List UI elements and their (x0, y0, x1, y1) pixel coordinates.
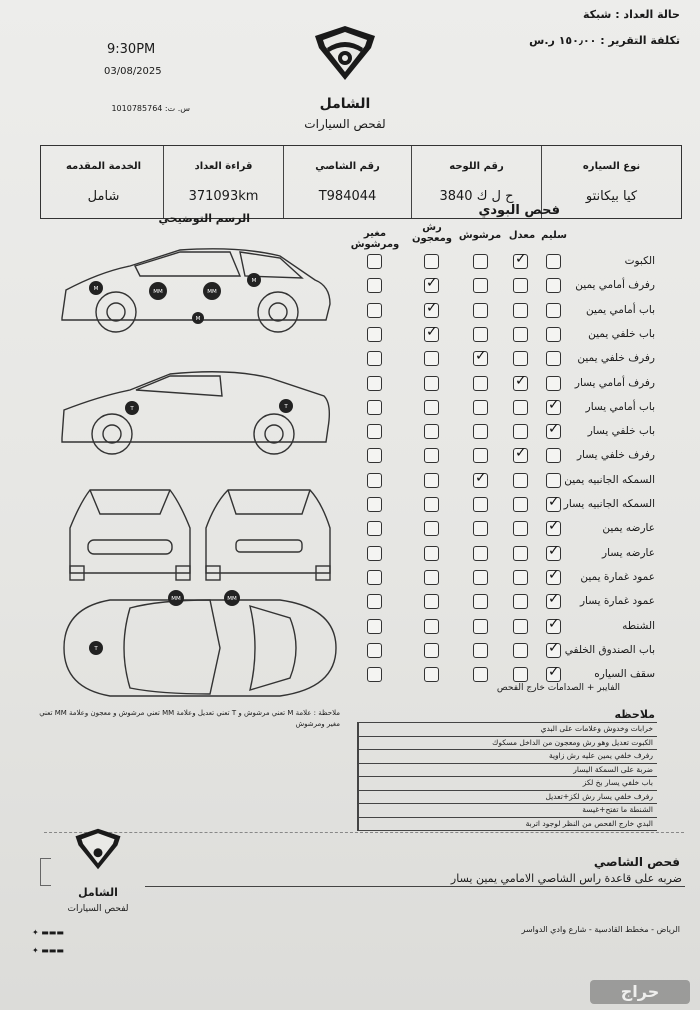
part-name: عمود غمارة يسار (579, 595, 655, 608)
checkbox-col-1[interactable] (513, 497, 528, 512)
checkbox-col-4[interactable] (367, 521, 382, 536)
note-rule (357, 830, 657, 831)
checkbox-col-0[interactable] (546, 448, 561, 463)
logo-emblem-icon (305, 18, 385, 88)
check-row (355, 446, 655, 468)
plate-label: رقم اللوحه (449, 160, 504, 172)
note-line: رفرف خلفي يسار رش لكز+تعديل (545, 791, 653, 801)
part-name: باب الصندوق الخلفي (564, 643, 655, 656)
body-check-footnote: الفايبر + الصدامات خارج الفحص (496, 683, 620, 693)
checkbox-col-2[interactable] (473, 424, 488, 439)
checkbox-col-1[interactable] (513, 424, 528, 439)
checkbox-col-4[interactable] (367, 303, 382, 318)
check-row (355, 349, 655, 371)
note-rule (357, 763, 657, 764)
part-name: رفرف خلفي يمين (577, 352, 655, 365)
checkmark-icon: ✓ (426, 299, 438, 316)
diagram-title: الرسم التوضيحي (158, 212, 250, 225)
checkbox-col-4[interactable] (367, 594, 382, 609)
part-name: سقف السياره (594, 668, 655, 681)
footer-logo (68, 822, 128, 880)
checkmark-icon: ✓ (548, 664, 560, 681)
part-name: السمكه الجانبيه يسار (563, 498, 655, 510)
chassis-value: T984044 (318, 188, 377, 204)
checkbox-col-3[interactable] (424, 570, 439, 585)
checkmark-icon: ✓ (548, 518, 560, 535)
part-name: السمكه الجانبيه يمين (564, 473, 655, 486)
check-row (355, 519, 655, 541)
checkbox-col-3[interactable] (424, 275, 439, 293)
checkbox-col-2[interactable] (473, 469, 488, 488)
tag-m: M (93, 286, 99, 292)
footer-address: الرياض - مخطط القادسية - شارع وادي الدواسر (521, 925, 680, 934)
checkbox-col-0[interactable] (546, 664, 561, 682)
checkbox-col-4[interactable] (367, 570, 382, 585)
chassis-line (145, 886, 685, 887)
checkmark-icon: ✓ (548, 566, 560, 583)
odometer-cell (163, 146, 283, 218)
checkbox-col-3[interactable] (424, 424, 439, 439)
checkbox-col-1[interactable] (513, 473, 528, 488)
checkbox-col-0[interactable] (546, 566, 561, 585)
company-logo (305, 18, 385, 92)
checkbox-col-3[interactable] (424, 254, 439, 269)
checkbox-col-2[interactable] (473, 619, 488, 634)
chassis-label: رقم الشاصي (315, 160, 380, 172)
vehicle-info-table (40, 145, 682, 219)
checkbox-col-1[interactable] (513, 372, 528, 391)
checkbox-col-2[interactable] (473, 254, 488, 269)
checkbox-col-0[interactable] (546, 254, 561, 269)
checkbox-col-2[interactable] (473, 278, 488, 293)
cr-number: س. ت: 1010785764 (111, 104, 190, 113)
checkbox-col-3[interactable] (424, 400, 439, 415)
checkbox-col-1[interactable] (513, 445, 528, 463)
checkbox-col-4[interactable] (367, 546, 382, 561)
checkbox-col-2[interactable] (473, 667, 488, 682)
checkmark-icon: ✓ (548, 639, 560, 656)
checkbox-col-4[interactable] (367, 327, 382, 342)
checkbox-col-2[interactable] (473, 570, 488, 585)
checkbox-col-1[interactable] (513, 643, 528, 658)
checkbox-col-0[interactable] (546, 303, 561, 318)
chassis-check-title: فحص الشاصي (593, 855, 680, 869)
col-header-painted: مرشوش (458, 230, 502, 241)
report-date: 03/08/2025 (104, 66, 162, 77)
report-time: 9:30PM (107, 42, 156, 57)
checkbox-col-2[interactable] (473, 497, 488, 512)
checkbox-col-2[interactable] (473, 594, 488, 609)
car-type-cell (541, 146, 681, 218)
check-row (355, 544, 655, 566)
twitter-icon: ✦ ▬▬▬ (32, 928, 64, 937)
checkbox-col-3[interactable] (424, 497, 439, 512)
footer-logo-name: الشامل (78, 886, 118, 899)
checkmark-icon: ✓ (548, 494, 560, 510)
checkbox-col-4[interactable] (367, 424, 382, 439)
part-name: رفرف أمامي يسار (574, 376, 655, 389)
checkbox-col-1[interactable] (513, 400, 528, 415)
checkbox-col-0[interactable] (546, 518, 561, 536)
checkbox-col-3[interactable] (424, 643, 439, 658)
checkmark-icon: ✓ (515, 251, 527, 267)
checkbox-col-2[interactable] (473, 303, 488, 318)
checkbox-col-2[interactable] (473, 521, 488, 536)
note-line: الشنطة ما تفتح+غيسة (582, 805, 653, 814)
checkbox-col-4[interactable] (367, 351, 382, 366)
checkbox-col-4[interactable] (367, 667, 382, 682)
checkbox-col-3[interactable] (424, 667, 439, 682)
bracket (40, 858, 51, 886)
part-name: الشنطه (622, 619, 655, 632)
notes-title: ملاحظه (614, 708, 655, 721)
checkbox-col-3[interactable] (424, 619, 439, 634)
check-row (355, 325, 655, 347)
part-name: عارضه يسار (602, 546, 655, 559)
note-rule (357, 749, 657, 750)
note-rule (357, 817, 657, 818)
checkbox-col-4[interactable] (367, 643, 382, 658)
checkbox-col-3[interactable] (424, 376, 439, 391)
check-row (355, 641, 655, 663)
note-line: باب خلفي يسار بخ لكز (582, 778, 653, 787)
checkbox-col-4[interactable] (367, 619, 382, 634)
tag-t: T (94, 646, 98, 652)
chassis-check-text: ضربه على قاعدة راس الشاصي الامامي يمين يسار (450, 872, 682, 885)
part-name: عمود غمارة يمين (580, 570, 655, 583)
checkbox-col-3[interactable] (424, 351, 439, 366)
report-cost: تكلفة التقرير : ١٥٠٫٠٠ ر.س (529, 34, 680, 47)
checkbox-col-0[interactable] (546, 376, 561, 391)
note-line: ضربة على السمكة اليسار (573, 764, 653, 774)
checkbox-col-1[interactable] (513, 521, 528, 536)
note-line: رفرف خلفي يمين عليه رش زاوية (548, 751, 653, 760)
part-name: باب أمامي يمين (586, 303, 655, 316)
note-line: الكبوت تعديل وهو رش ومعجون من الداخل مسكوك (492, 737, 653, 747)
checkbox-col-0[interactable] (546, 278, 561, 293)
check-row (355, 471, 655, 493)
checkmark-icon: ✓ (475, 348, 487, 365)
checkbox-col-4[interactable] (367, 400, 382, 415)
diagram-legend: ملاحظة : علامة M تعني مرشوش و T تعني تعديل وعلامة MM تعني مرشوش و معجون وعلامة MM تعني مغير ومرشوش (39, 709, 340, 728)
part-name: باب أمامي يسار (585, 400, 655, 413)
checkbox-col-0[interactable] (546, 396, 561, 415)
checkmark-icon: ✓ (515, 445, 527, 462)
checkmark-icon: ✓ (515, 372, 527, 389)
check-row (355, 495, 655, 517)
odometer-label: قراءة العداد (194, 160, 253, 172)
col-header-paint-putty: رش ومعجون (411, 222, 453, 244)
tag-mm: MM (171, 596, 181, 602)
checkbox-col-1[interactable] (513, 667, 528, 682)
checkbox-col-4[interactable] (367, 497, 382, 512)
checkbox-col-0[interactable] (546, 615, 561, 634)
checkbox-col-2[interactable] (473, 376, 488, 391)
col-header-intact: سليم (541, 230, 567, 241)
note-rule (357, 776, 657, 777)
check-row (355, 592, 655, 614)
checkbox-col-3[interactable] (424, 473, 439, 488)
body-check-title: فحص البودي (478, 203, 560, 218)
checkbox-col-0[interactable] (546, 351, 561, 366)
part-name: رفرف خلفي يسار (576, 449, 655, 462)
checkbox-col-2[interactable] (473, 448, 488, 463)
checkbox-col-2[interactable] (473, 400, 488, 415)
service-cell (44, 146, 163, 218)
tag-mm: MM (207, 289, 217, 295)
checkbox-col-2[interactable] (473, 546, 488, 561)
checkmark-icon: ✓ (426, 275, 438, 292)
note-rule (357, 736, 657, 737)
checkmark-icon: ✓ (548, 421, 560, 438)
note-line: البدي خارج الفحص من النظر لوجود اتربة (525, 818, 653, 828)
logo-name: الشامل (319, 96, 371, 112)
checkbox-col-1[interactable] (513, 327, 528, 342)
note-line: خرابات وخدوش وعلامات على البدي (540, 724, 653, 733)
service-value: شامل (87, 188, 120, 204)
checkmark-icon: ✓ (548, 615, 560, 632)
tag-mm: MM (153, 289, 163, 295)
damage-tags (89, 273, 293, 655)
checkbox-col-4[interactable] (367, 448, 382, 463)
tag-t: T (130, 406, 134, 412)
checkbox-col-3[interactable] (424, 323, 439, 342)
part-name: عارضه يمين (602, 522, 655, 535)
checkmark-icon: ✓ (548, 396, 560, 413)
logo-subtitle: لفحص السيارات (304, 117, 386, 131)
checkbox-col-0[interactable] (546, 591, 561, 609)
checkbox-col-0[interactable] (546, 327, 561, 342)
part-name: باب خلفي يمين (588, 327, 655, 340)
checkbox-col-3[interactable] (424, 594, 439, 609)
odometer-value: 371093km (188, 188, 259, 204)
checkbox-col-1[interactable] (513, 594, 528, 609)
car-type-value: كيا بيكانتو (585, 188, 638, 204)
tag-m: M (251, 278, 257, 284)
checkbox-col-4[interactable] (367, 376, 382, 391)
checkmark-icon: ✓ (475, 469, 487, 486)
check-row (355, 398, 655, 420)
checkbox-col-1[interactable] (513, 619, 528, 634)
check-row (355, 422, 655, 444)
check-row (355, 374, 655, 396)
checkbox-col-3[interactable] (424, 448, 439, 463)
note-rule (357, 803, 657, 804)
checkbox-col-4[interactable] (367, 254, 382, 269)
part-name: الكبوت (624, 255, 655, 267)
tag-m: M (195, 316, 201, 322)
checkbox-col-3[interactable] (424, 546, 439, 561)
meter-status: حالة العداد : شبكة (582, 8, 680, 21)
part-name: باب خلفي يسار (587, 425, 655, 438)
check-row (355, 301, 655, 323)
car-type-label: نوع السياره (582, 160, 641, 172)
checkbox-col-1[interactable] (513, 303, 528, 318)
checkbox-col-1[interactable] (513, 570, 528, 585)
note-rule (357, 722, 657, 723)
checkbox-col-0[interactable] (546, 494, 561, 512)
service-label: الخدمة المقدمه (65, 160, 142, 172)
chassis-cell (283, 146, 411, 218)
col-header-replaced: مغير ومرشوش (350, 228, 400, 250)
checkbox-col-2[interactable] (473, 327, 488, 342)
checkbox-col-0[interactable] (546, 542, 561, 561)
snapchat-icon: ✦ ▬▬▬ (32, 946, 64, 955)
col-header-modified: معدل (508, 230, 536, 241)
logo-emblem-icon (68, 822, 128, 876)
checkbox-col-3[interactable] (424, 299, 439, 318)
checkmark-icon: ✓ (548, 542, 560, 559)
checkbox-col-0[interactable] (546, 639, 561, 658)
part-name: رفرف أمامي يمين (575, 279, 655, 292)
check-row (355, 252, 655, 274)
plate-value: ح ل ك 3840 (439, 188, 514, 204)
checkbox-col-1[interactable] (513, 546, 528, 561)
checkbox-col-4[interactable] (367, 473, 382, 488)
checkbox-col-0[interactable] (546, 473, 561, 488)
checkmark-icon: ✓ (426, 323, 438, 340)
check-row (355, 617, 655, 639)
checkbox-col-1[interactable] (513, 251, 528, 269)
footer-logo-subtitle: لفحص السيارات (67, 904, 129, 914)
divider (44, 832, 684, 833)
car-diagram (40, 228, 340, 708)
checkbox-col-0[interactable] (546, 421, 561, 439)
watermark: حراج (590, 980, 690, 1004)
note-rule (357, 790, 657, 791)
checkbox-col-3[interactable] (424, 521, 439, 536)
checkbox-col-2[interactable] (473, 643, 488, 658)
check-row (355, 568, 655, 590)
checkbox-col-1[interactable] (513, 351, 528, 366)
checkmark-icon: ✓ (548, 591, 560, 608)
checkbox-col-2[interactable] (473, 348, 488, 366)
tag-mm: MM (227, 596, 237, 602)
check-row (355, 276, 655, 298)
tag-t: T (284, 404, 288, 410)
checkbox-col-4[interactable] (367, 278, 382, 293)
checkbox-col-1[interactable] (513, 278, 528, 293)
